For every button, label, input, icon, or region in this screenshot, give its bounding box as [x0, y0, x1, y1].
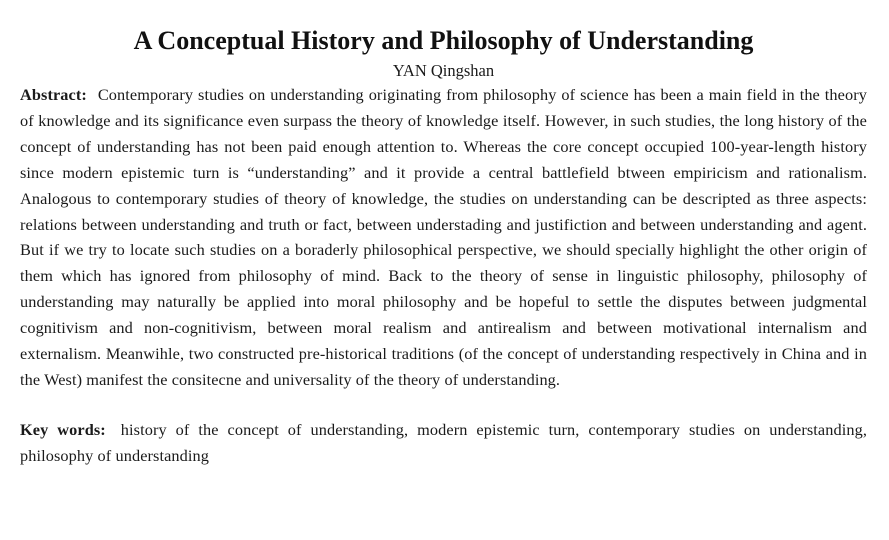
abstract-label: Abstract: — [20, 85, 87, 104]
abstract-text: Contemporary studies on understanding originating from philosophy of science has been a main field in the theory of knowledge and its significance even surpass the theory of knowledge itself. However, in such studies, the long history of the concept of understanding has not been paid enough attention to. Whereas the core concept occupied 100-year-length history since modern epistemic turn is “understanding” and it provide a central battlefield btween empiricism and rationalism. Analogous to contemporary studies of theory of knowledge, the studies on understanding can be descripted as three aspects: relations between understanding and truth or fact, between understading and justifiction and between understanding and agent. But if we try to locate such studies on a boraderly philosophical perspective, we should specially highlight the other origin of them which has ignored from philosophy of mind. Back to the theory of sense in linguistic philosophy, philosophy of understanding may naturally be applied into moral philosophy and be hopeful to settle the disputes between judgmental cognitivism and non-cognitivism, between moral realism and antirealism and between motivational internalism and externalism. Meanwihle, two constructed pre-historical traditions (of the concept of understanding respectively in China and in the West) manifest the consitecne and universality of the theory of understanding. — [20, 85, 867, 389]
paper-title: A Conceptual History and Philosophy of Understanding — [133, 26, 754, 55]
keywords-text: history of the concept of understanding, modern epistemic turn, contemporary studies on understanding, philosophy of understanding — [20, 419, 867, 465]
keywords-paragraph — [20, 417, 867, 469]
author-name: YAN Qingshan — [392, 61, 495, 80]
abstract-paragraph — [20, 82, 867, 393]
keywords-label: Key words: — [20, 419, 106, 439]
